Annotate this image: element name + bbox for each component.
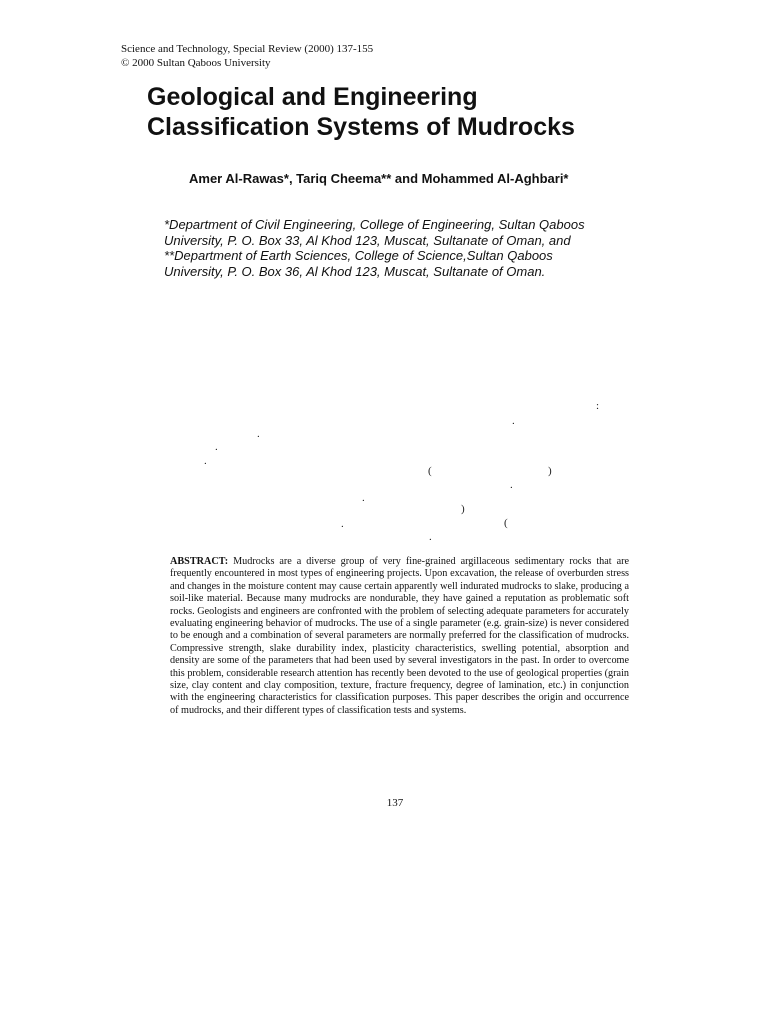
abstract: [170, 556, 629, 717]
arabic-dot-mark: .: [512, 415, 515, 427]
journal-citation: Science and Technology, Special Review (2000) 137-155: [121, 43, 374, 55]
author-list: Amer Al-Rawas*, Tariq Cheema** and Mohammed Al-Aghbari*: [189, 171, 569, 186]
arabic-dot-mark: .: [257, 428, 260, 440]
arabic-dot-mark: .: [204, 455, 207, 467]
title-line-1: Geological and Engineering: [147, 83, 478, 111]
arabic-paren-open: (: [428, 465, 432, 477]
page-number: 137: [386, 797, 404, 809]
arabic-dot-mark: .: [362, 492, 365, 504]
affiliations: [164, 217, 644, 279]
copyright-line: © 2000 Sultan Qaboos University: [121, 57, 271, 69]
arabic-paren-close: ): [461, 503, 465, 515]
arabic-colon-mark: :: [596, 400, 600, 412]
affiliation-line-2: University, P. O. Box 33, Al Khod 123, Muscat, Sultanate of Oman, and: [164, 232, 571, 248]
arabic-dot-mark: .: [341, 518, 344, 530]
arabic-dot-mark: .: [215, 441, 218, 453]
journal-header: [121, 42, 373, 70]
arabic-paren-close: ): [548, 465, 552, 477]
arabic-dot-mark: .: [429, 531, 432, 543]
abstract-text: Mudrocks are a diverse group of very fine-grained argillaceous sedimentary rocks that are frequently encountered in most types of engineering projects. Upon excavation, the release of overburden stress and changes in the moisture content may cause certain apparently well indurated mudrocks to slake, producing a soil-like material. Because many mudrocks are nondurable, they have gained a reputation as problematic soft rocks. Geologists and engineers are confronted with the problem of selecting adequate parameters for accurately evaluating engineering behavior of mudrocks. The use of a single parameter (e.g. grain-size) is never considered to be enough and a combination of several parameters are normally preferred for the classification of mudrocks. Compressive strength, slake durability index, plasticity characteristics, swelling potential, absorption and density are some of the parameters that had been used by several investigators in the past. In order to overcome this problem, considerable research attention has recently been devoted to the use of geological properties (grain size, clay content and clay composition, texture, fracture frequency, degree of lamination, etc.) in conjunction with the engineering characteristics for classification purposes. This paper describes the origin and occurrence of mudrocks, and their different types of classification tests and systems.: [170, 556, 630, 716]
affiliation-line-1: *Department of Civil Engineering, College of Engineering, Sultan Qaboos: [164, 217, 585, 232]
abstract-keyword: ABSTRACT:: [170, 556, 229, 567]
title-line-2: Classification Systems of Mudrocks: [147, 113, 575, 141]
affiliation-line-4: University, P. O. Box 36, Al Khod 123, Muscat, Sultanate of Oman.: [164, 263, 546, 279]
arabic-paren-open: (: [504, 517, 508, 529]
paper-title: [147, 82, 707, 142]
affiliation-line-3: **Department of Earth Sciences, College of Science,Sultan Qaboos: [164, 248, 553, 263]
arabic-dot-mark: .: [510, 479, 513, 491]
